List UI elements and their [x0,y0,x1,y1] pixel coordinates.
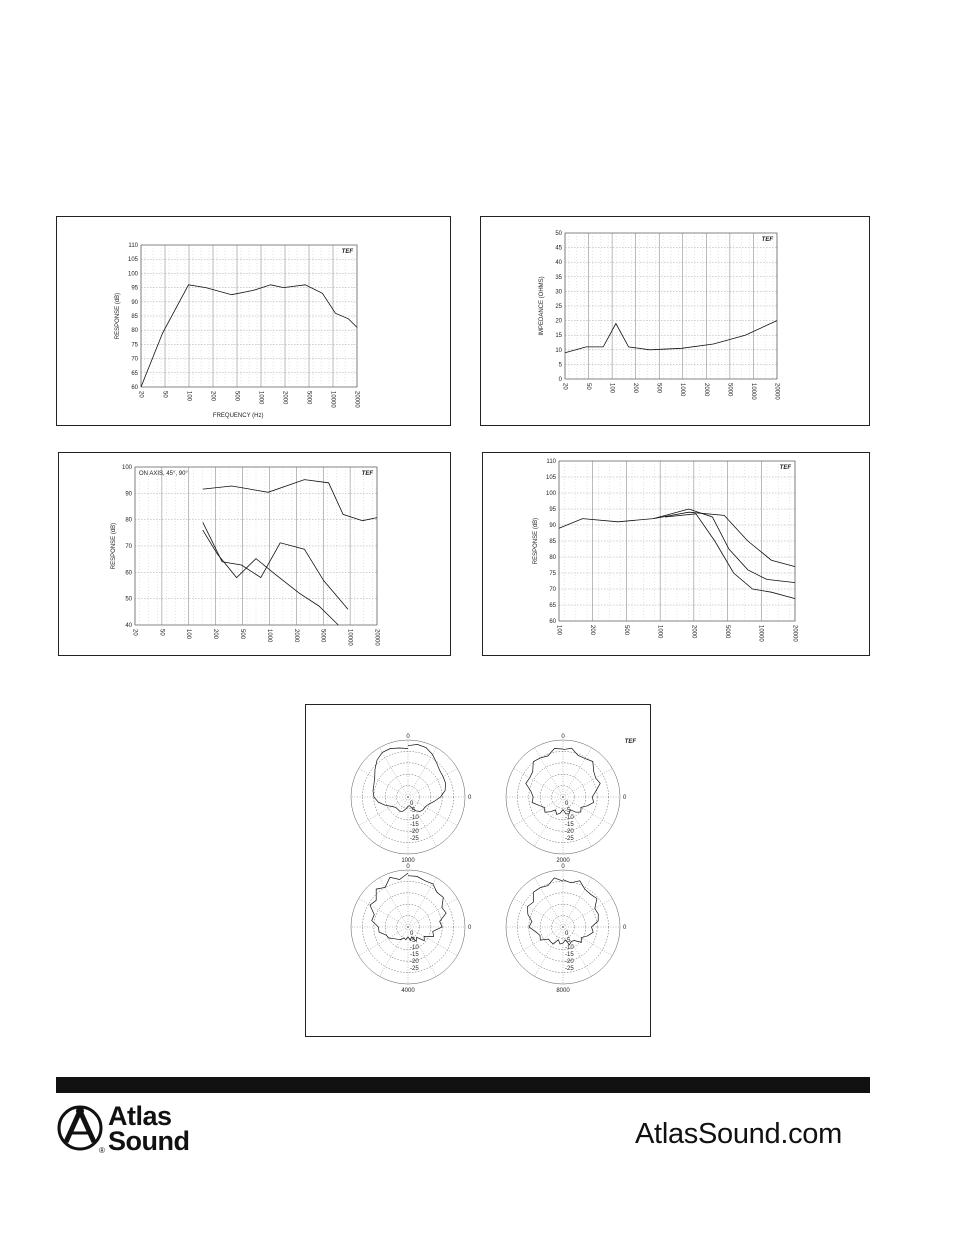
y-tick-label: 0 [558,377,562,383]
y-tick-label: 50 [125,596,132,603]
x-tick-label: 1000 [656,625,663,639]
x-tick-label: 2000 [690,625,697,639]
polar-ring-label: -15 [410,822,419,828]
polar-ring-label: -25 [565,966,574,972]
impedance-chart [480,216,870,426]
y-tick-label: 20 [555,318,562,325]
polar-ring-label: -25 [565,836,574,842]
y-tick-label: 70 [125,544,132,550]
brand-word-sound: Sound [108,1126,190,1156]
polar-frequency-label: 1000 [401,858,415,864]
x-tick-label: 10000 [749,383,756,400]
x-tick-label: 200 [589,625,596,636]
brand-word-atlas: Atlas [108,1101,172,1131]
power-response-chart [482,452,870,656]
x-tick-label: 500 [622,625,629,636]
polar-spoke [535,797,564,846]
x-tick-label: 10000 [757,625,764,642]
x-tick-label: 500 [655,383,662,394]
polar-ring-label: -15 [565,952,574,958]
y-tick-label: 60 [549,619,556,625]
y-tick-label: 100 [127,271,138,278]
footer-bar [56,1077,870,1093]
polar-right-label: 0 [623,795,627,801]
polar-top-label: 0 [406,734,410,740]
polar-ring-label: 0 [565,931,569,937]
x-tick-label: 20 [131,629,138,636]
y-tick-label: 50 [555,231,562,237]
y-tick-label: 70 [549,587,556,593]
x-tick-label: 100 [185,629,192,640]
frequency-response-chart [56,216,451,426]
x-tick-label: 50 [161,391,168,398]
polar-ring-label: -10 [565,945,574,951]
y-tick-label: 105 [127,257,138,264]
polar-right-label: 0 [468,795,472,801]
polar-ring-label: -25 [410,966,419,972]
response-curve [203,530,338,625]
polar-spoke [359,927,408,956]
y-tick-label: 65 [131,370,138,377]
x-tick-label: 50 [158,629,165,636]
polar-top-label: 0 [561,864,565,870]
polar-ring-label: -25 [410,836,419,842]
x-tick-label: 10000 [346,629,353,646]
polar-top-label: 0 [561,734,565,740]
x-tick-label: 200 [212,629,219,640]
polar-ring-label: -10 [410,945,419,951]
tef-badge: TEF [761,237,773,243]
x-tick-label: 2000 [281,391,288,405]
polar-right-label: 0 [468,925,472,931]
polar-ring-label: -20 [565,829,574,835]
y-tick-label: 100 [121,465,132,471]
y-tick-label: 110 [546,459,556,465]
y-tick-label: 70 [131,356,138,363]
x-tick-label: 500 [233,391,240,402]
polar-ring-label: 0 [565,801,569,807]
polar-frequency-label: 4000 [401,988,415,994]
y-tick-label: 85 [131,314,138,320]
chart-caption: ON AXIS, 45°, 90° [139,471,188,477]
x-tick-label: 1000 [265,629,272,643]
x-tick-label: 20000 [373,629,380,646]
y-axis-label: RESPONSE (dB) [111,522,117,570]
registered-mark: ® [99,1146,105,1155]
polar-spoke [563,769,612,798]
response-curve [653,509,795,583]
y-tick-label: 95 [549,507,556,513]
polar-ring-label: -10 [565,815,574,821]
x-tick-label: 200 [209,391,216,402]
response-curve [203,522,348,609]
polar-spoke [408,748,437,797]
website-link[interactable]: AtlasSound.com [635,1118,842,1150]
y-tick-label: 85 [549,539,556,545]
x-tick-label: 100 [608,383,615,394]
y-tick-label: 60 [131,385,138,391]
x-tick-label: 50 [584,383,591,390]
x-tick-label: 10000 [329,391,336,408]
atlas-sound-logo[interactable] [54,1102,224,1160]
y-tick-label: 45 [555,245,562,252]
polar-spoke [514,899,563,928]
x-tick-label: 5000 [319,629,326,643]
polar-ring-label: -20 [410,829,419,835]
response-curve [203,480,377,521]
power-response-svg [483,453,871,657]
y-tick-label: 75 [549,571,556,577]
polar-spoke [563,878,592,927]
tef-badge: TEF [361,471,373,477]
y-tick-label: 80 [549,555,556,561]
y-tick-label: 60 [125,570,132,577]
polar-spoke [359,899,408,928]
x-tick-label: 5000 [305,391,312,405]
y-tick-label: 105 [545,475,556,481]
frequency-response-svg [57,217,452,427]
y-tick-label: 35 [555,274,562,281]
polar-spoke [380,878,409,927]
x-tick-label: 20 [561,383,568,390]
polar-right-label: 0 [623,925,627,931]
polar-spoke [408,769,457,798]
polar-spoke [514,769,563,798]
tef-badge: TEF [341,249,353,255]
y-tick-label: 90 [125,491,132,498]
y-tick-label: 100 [545,491,556,497]
y-tick-label: 110 [128,243,138,249]
x-tick-label: 20 [137,391,144,398]
x-tick-label: 20000 [773,383,780,400]
polar-plots-panel [305,704,651,1037]
x-axis-label: FREQUENCY (Hz) [212,413,264,419]
y-tick-label: 90 [131,299,138,306]
y-tick-label: 40 [125,623,132,629]
polar-spoke [514,927,563,956]
y-tick-label: 95 [131,285,138,292]
polar-ring-label: -20 [565,959,574,965]
polar-spoke [408,899,457,928]
x-tick-label: 2000 [702,383,709,397]
y-tick-label: 10 [555,347,562,354]
polar-ring-label: 0 [410,801,414,807]
x-tick-label: 5000 [723,625,730,639]
y-tick-label: 25 [555,304,562,310]
polar-ring-label: -20 [410,959,419,965]
y-tick-label: 30 [555,289,562,296]
polar-frequency-label: 2000 [556,858,570,864]
y-tick-label: 40 [555,260,562,267]
y-tick-label: 90 [549,523,556,529]
y-tick-label: 65 [549,603,556,609]
beamwidth-response-chart [58,452,451,656]
x-tick-label: 2000 [292,629,299,643]
polar-spoke [359,769,408,798]
y-axis-label: RESPONSE (dB) [115,292,121,340]
y-tick-label: 80 [131,328,138,335]
x-tick-label: 100 [555,625,562,636]
polar-top-label: 0 [406,864,410,870]
y-tick-label: 5 [558,362,562,369]
impedance-svg [481,217,871,427]
tef-badge: TEF [779,465,791,471]
x-tick-label: 20000 [353,391,360,408]
y-axis-label: IMPEDANCE (OHMS) [539,276,545,336]
beamwidth-response-svg [59,453,452,657]
polar-ring-label: -5 [410,808,416,814]
polar-ring-label: -5 [565,938,571,944]
polar-plots-svg [306,705,652,1038]
y-axis-label: RESPONSE (dB) [533,517,539,565]
x-tick-label: 500 [238,629,245,640]
polar-spoke [408,878,437,927]
polar-ring-label: -5 [410,938,416,944]
polar-ring-label: -10 [410,815,419,821]
response-curve [665,514,795,599]
x-tick-label: 200 [632,383,639,394]
y-tick-label: 80 [125,517,132,524]
polar-lobe [370,873,446,941]
polar-frequency-label: 8000 [556,988,570,994]
tef-badge: TEF [624,739,636,745]
polar-ring-label: -5 [565,808,571,814]
x-tick-label: 1000 [257,391,264,405]
polar-ring-label: -15 [565,822,574,828]
x-tick-label: 1000 [679,383,686,397]
x-tick-label: 5000 [726,383,733,397]
polar-ring-label: -15 [410,952,419,958]
y-tick-label: 15 [555,333,562,340]
y-tick-label: 75 [131,342,138,349]
x-tick-label: 20000 [791,625,798,642]
polar-spoke [380,748,409,797]
polar-spoke [563,899,612,928]
polar-ring-label: 0 [410,931,414,937]
x-tick-label: 100 [185,391,192,402]
